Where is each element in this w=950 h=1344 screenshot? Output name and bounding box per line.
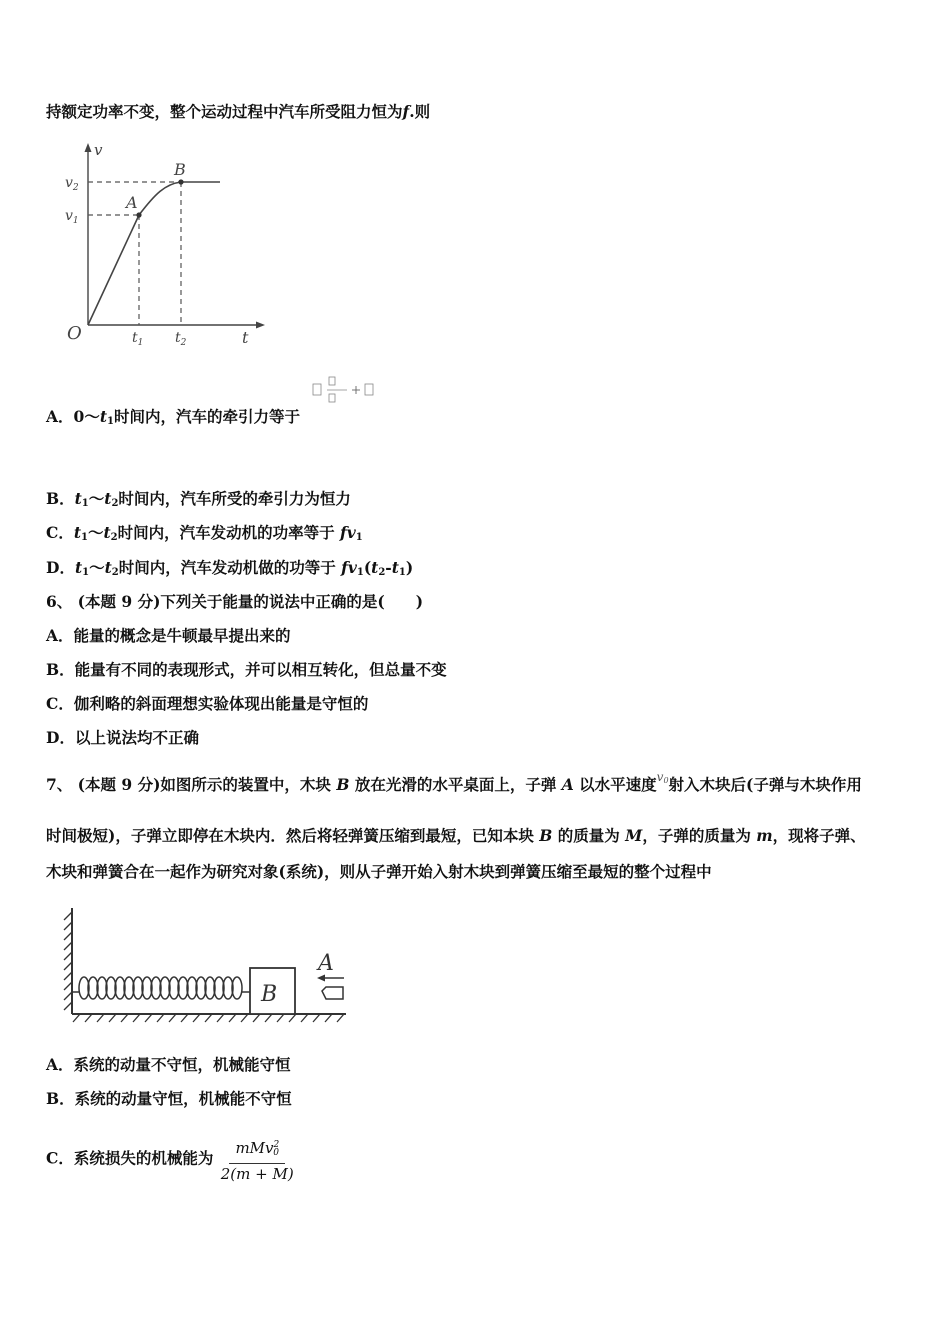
point-a-label: A <box>126 193 138 212</box>
bullet-a <box>322 987 343 999</box>
point-a-dot <box>136 212 141 217</box>
point-b-dot <box>178 179 183 184</box>
curve-ab <box>139 182 181 215</box>
origin-label: O <box>67 323 82 344</box>
q7-option-a[interactable]: A．系统的动量不守恒，机械能守恒 <box>46 1055 291 1074</box>
broken-formula-image <box>312 376 382 408</box>
q5-option-d[interactable]: D．$t_1\sim t_2$时间内，汽车发动机做的功等于 $fv_1(t_2-t_1)$ <box>46 558 414 578</box>
v-axis-label: v <box>94 141 103 159</box>
question-5-stem: 持额定功率不变，整个运动过程中汽车所受阻力恒为f.则 <box>46 102 431 121</box>
point-b-label: B <box>174 160 186 179</box>
v0-symbol: v0 <box>656 770 669 785</box>
t1-label: $t_1$ <box>132 330 144 348</box>
t-axis-arrow <box>256 322 265 329</box>
spring-block-figure <box>60 904 355 1029</box>
q6-option-b[interactable]: B．能量有不同的表现形式，并可以相互转化，但总量不变 <box>46 660 447 679</box>
question-6-stem: 6、 (本题 9 分)下列关于能量的说法中正确的是( ) <box>46 592 424 611</box>
q5-option-a[interactable]: A．$0\sim t_1$时间内，汽车的牵引力等于 <box>46 407 300 427</box>
q5-option-c[interactable]: C．$t_1\sim t_2$时间内，汽车发动机的功率等于 $fv_1$ <box>46 523 363 543</box>
q6-option-c[interactable]: C．伽利略的斜面理想实验体现出能量是守恒的 <box>46 694 369 713</box>
q5-option-b[interactable]: B．$t_1\sim t_2$时间内，汽车所受的牵引力为恒力 <box>46 489 351 509</box>
q7-option-b[interactable]: B．系统的动量守恒，机械能不守恒 <box>46 1089 292 1108</box>
floor-hatching <box>73 1014 344 1022</box>
q6-option-a[interactable]: A．能量的概念是牛顿最早提出来的 <box>46 626 291 645</box>
block-b-label: B <box>261 982 278 1007</box>
question-7-stem-line-2: 时间极短)，子弹立即停在木块内．然后将轻弹簧压缩到最短，已知本块 B 的质量为 M，子弹的质量为 m，现将子弹、 <box>46 826 866 845</box>
q6-option-d[interactable]: D．以上说法均不正确 <box>46 728 199 747</box>
v1-label: $v_1$ <box>65 208 79 226</box>
t-axis-label: t <box>242 328 249 347</box>
v-axis-arrow <box>85 143 92 152</box>
q7-option-c[interactable]: C．系统损失的机械能为 $\frac{mMv^20}{2(m + M)}$ <box>46 1139 294 1183</box>
spring <box>72 977 250 999</box>
velocity-time-graph <box>60 140 275 355</box>
line-oa <box>88 215 139 325</box>
bullet-a-label: A <box>318 951 334 976</box>
v2-label: $v_2$ <box>65 175 79 193</box>
t2-label: $t_2$ <box>175 330 187 348</box>
question-7-stem-line-3: 木块和弹簧合在一起作为研究对象(系统)，则从子弹开始入射木块到弹簧压缩至最短的整个过程中 <box>46 862 712 881</box>
question-7-stem-line-1: 7、 (本题 9 分)如图所示的装置中，木块 B 放在光滑的水平桌面上，子弹 A 以水平速度$^{v_0}$射入木块后(子弹与木块作用 <box>46 770 862 794</box>
wall-hatching <box>64 912 72 1010</box>
energy-loss-fraction: $\frac{mMv^20}{2(m + M)}$ <box>220 1139 294 1183</box>
